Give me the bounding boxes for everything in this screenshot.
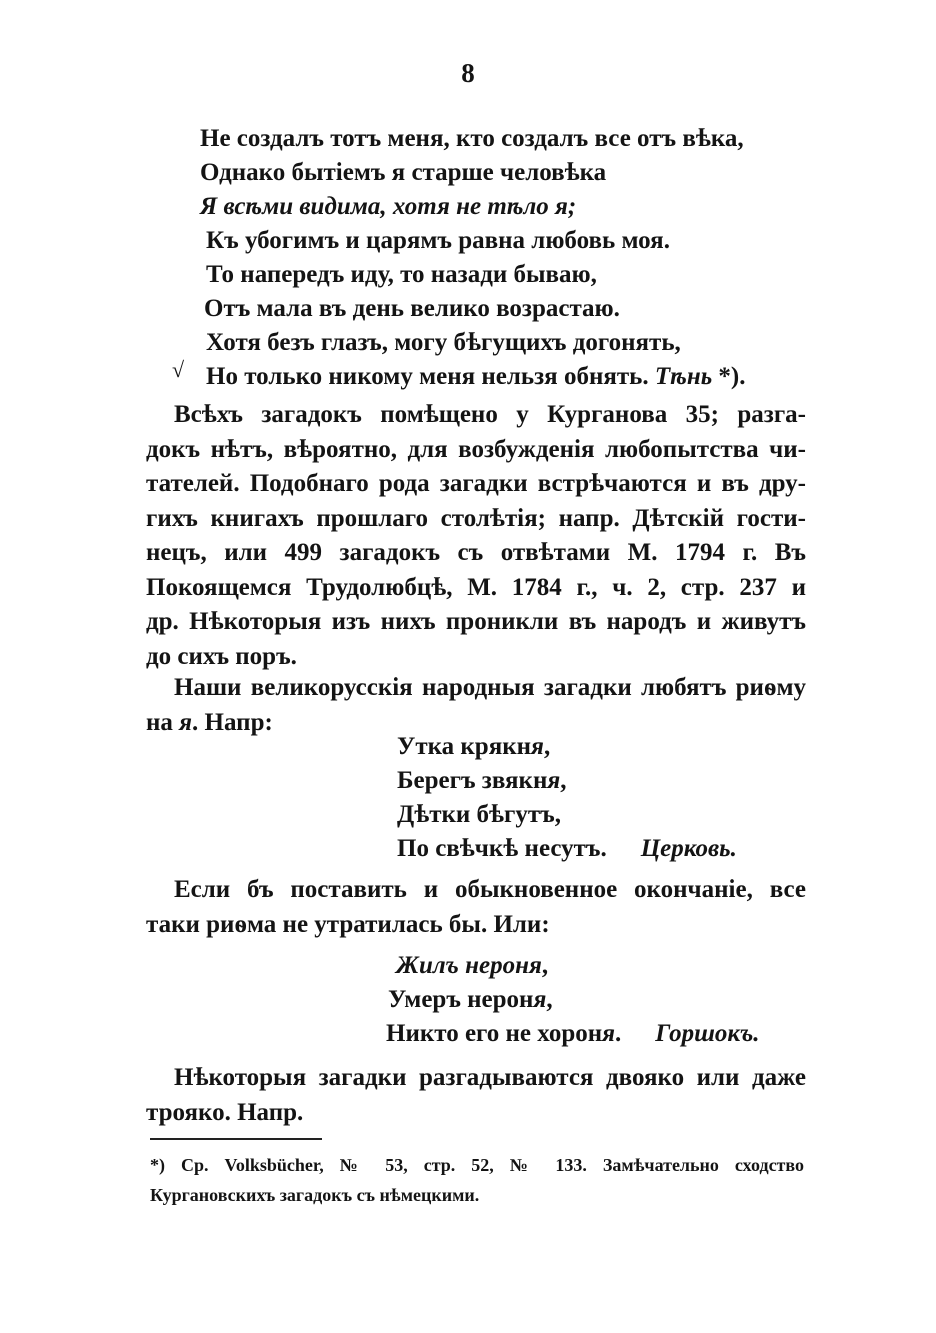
verse-punct: , (541, 952, 549, 979)
verse-text: Жилъ нерон (396, 952, 529, 979)
verse-rhyme: я (531, 733, 544, 760)
paragraph-row: докъ нѣтъ, вѣроятно, для возбужденія любопытства чи- (146, 435, 806, 463)
paragraph-row: Нѣкоторыя загадки разгадываются двояко или даже (174, 1064, 806, 1091)
verse-line (386, 1017, 760, 1051)
poem-line: Однако бытіемъ я старше человѣка (200, 159, 607, 186)
poem-footnote-ref: *). (712, 363, 746, 390)
verse-text: Берегъ звякн (397, 767, 548, 794)
paragraph-row: нецъ, или 499 загадокъ съ отвѣтами М. 1794 г. Въ (146, 539, 806, 566)
poem-line: То напередъ иду, то назади бываю, (206, 261, 597, 288)
verse-text: Дѣтки бѣгутъ, (397, 801, 562, 828)
margin-check-mark-icon: √ (172, 357, 185, 382)
verse-line (397, 764, 737, 798)
paragraph-row: до сихъ поръ. (146, 642, 297, 670)
paragraph-row: гихъ книгахъ прошлаго столѣтія; напр. Дѣтскій гости- (146, 504, 806, 532)
verse-punct: , (546, 986, 553, 1013)
verse-punct: , (560, 767, 567, 794)
paragraph-1 (146, 398, 806, 674)
poem-line-last (200, 360, 840, 394)
paragraph-row: Покоящемся Трудолюбцѣ, М. 1784 г., ч. 2, стр. 237 и (146, 573, 806, 601)
verse-answer: Церковь. (640, 835, 737, 862)
paragraph-3 (146, 873, 806, 942)
verse-text: Умеръ нерон (388, 986, 534, 1013)
rhyme-letter: я (179, 708, 193, 736)
verse-rhyme: я (528, 952, 542, 979)
poem-line: Отъ мала въ день велико возрастаю. (204, 295, 620, 322)
footnote (150, 1150, 804, 1210)
paragraph-row: Если бъ поставить и обыкновенное окончаніе, все (174, 876, 806, 903)
poem-line: Къ убогимъ и царямъ равна любовь моя. (206, 227, 670, 254)
page-number: 8 (461, 58, 475, 88)
paragraph-text: . Напр: (192, 708, 273, 736)
footnote-divider (150, 1138, 322, 1140)
riddle-poem (200, 122, 840, 394)
paragraph-row: Всѣхъ загадокъ помѣщено у Курганова 35; разга- (174, 401, 806, 428)
verse-text: По свѣчкѣ несутъ. (397, 835, 607, 862)
verse-line (386, 983, 760, 1017)
poem-line: Я всѣми видима, хотя не тѣло я; (200, 193, 577, 220)
verse-answer: Горшокъ. (655, 1020, 760, 1047)
poem-line-text: Но только никому меня нельзя обнять. (206, 363, 649, 390)
footnote-row: Кургановскихъ загадокъ съ нѣмецкими. (150, 1185, 480, 1205)
verse-rhyme: я (602, 1020, 616, 1047)
verse-rhyme: я (533, 986, 547, 1013)
paragraph-4 (146, 1061, 806, 1130)
paragraph-row: тателей. Подобнаго рода загадки встрѣчаются и въ дру- (146, 470, 806, 497)
footnote-row: *) Ср. Volksbücher, № 53, стр. 52, № 133. Замѣчательно сходство (150, 1155, 804, 1175)
verse-text: Утка крякн (397, 733, 532, 760)
verse-punct: . (615, 1020, 622, 1047)
paragraph-row: трояко. Напр. (146, 1098, 304, 1126)
verse-line (397, 730, 737, 764)
poem-line: Хотя безъ глазъ, могу бѣгущихъ догонять, (206, 329, 681, 356)
paragraph-text: на (146, 708, 180, 736)
verse-line (397, 798, 737, 832)
paragraph-row: др. Нѣкоторыя изъ нихъ проникли въ народъ и живутъ (146, 608, 806, 635)
paragraph-row: Наши великорусскія народныя загадки любятъ риѳму (174, 674, 806, 701)
riddle-verse-pot (386, 949, 760, 1051)
verse-line (386, 949, 760, 983)
poem-answer: Тѣнь (654, 363, 713, 390)
verse-line (397, 832, 737, 866)
riddle-verse-church (397, 730, 737, 866)
poem-line: Не создалъ тотъ меня, кто создалъ все отъ вѣка, (200, 125, 744, 152)
verse-text: Никто его не хорон (386, 1020, 603, 1047)
paragraph-row: таки риѳма не утратилась бы. Или: (146, 910, 550, 938)
verse-punct: , (543, 733, 551, 760)
verse-rhyme: я (547, 767, 561, 794)
